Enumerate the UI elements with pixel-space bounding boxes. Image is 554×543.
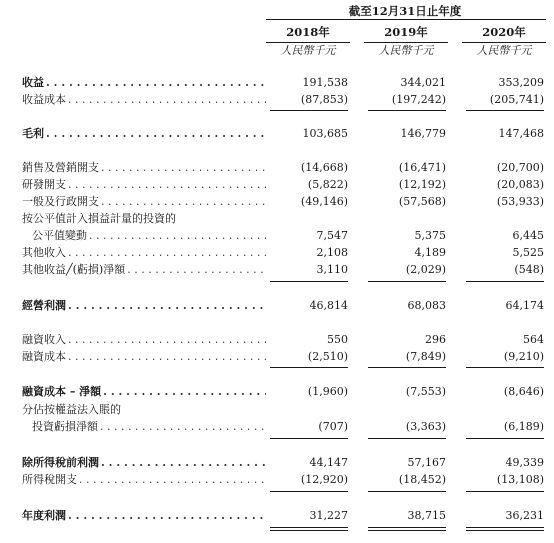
value-2019: 146,779 bbox=[400, 127, 446, 140]
value-2019: 57,167 bbox=[407, 456, 446, 469]
value-2019: (57,568) bbox=[398, 195, 446, 208]
subtotal-rule bbox=[270, 110, 348, 111]
subtotal-rule bbox=[368, 110, 446, 111]
row-operating-profit bbox=[0, 298, 554, 314]
value-2018: 2,108 bbox=[316, 246, 348, 259]
row-label: 按公平值計入損益計量的投資的 bbox=[22, 212, 176, 225]
row-label: 融資收入 . . . bbox=[22, 332, 266, 348]
value-2020: 49,339 bbox=[505, 456, 544, 469]
value-2019: (18,452) bbox=[398, 473, 446, 486]
subtotal-rule bbox=[270, 281, 348, 282]
column-header-2019 bbox=[364, 24, 448, 59]
subtotal-rule bbox=[368, 367, 446, 368]
subtotal-rule bbox=[466, 438, 544, 439]
row-label: 融資成本 . . . bbox=[22, 349, 266, 365]
row-label: 融資成本 – 淨額 . . . bbox=[22, 384, 266, 400]
value-2020: (53,933) bbox=[496, 195, 544, 208]
value-2019: 68,083 bbox=[407, 299, 446, 312]
value-2018: (12,920) bbox=[300, 473, 348, 486]
value-2018: (5,822) bbox=[307, 178, 348, 191]
subtotal-rule bbox=[368, 438, 446, 439]
row-other-gains bbox=[0, 262, 554, 278]
value-2020: (13,108) bbox=[496, 473, 544, 486]
value-2020: 36,231 bbox=[505, 509, 544, 522]
total-double-rule bbox=[270, 527, 348, 531]
value-2018: (87,853) bbox=[300, 93, 348, 106]
row-label: 公平值變動 . . . bbox=[32, 228, 266, 244]
value-2018: 103,685 bbox=[302, 127, 348, 140]
value-2019: 38,715 bbox=[407, 509, 446, 522]
row-rnd bbox=[0, 177, 554, 193]
row-finance-income bbox=[0, 332, 554, 348]
value-2020: (8,646) bbox=[503, 385, 544, 398]
row-label: 所得稅開支 . . . bbox=[22, 472, 266, 488]
value-2018: (14,668) bbox=[300, 161, 348, 174]
value-2020: (548) bbox=[514, 263, 544, 276]
value-2019: (2,029) bbox=[405, 263, 446, 276]
value-2019: 4,189 bbox=[414, 246, 446, 259]
row-equity-share-loss bbox=[0, 419, 554, 435]
period-header-rule bbox=[266, 19, 546, 20]
row-label: 研發開支 . . . bbox=[22, 177, 266, 193]
value-2020: 564 bbox=[523, 333, 544, 346]
value-2020: (9,210) bbox=[503, 350, 544, 363]
value-2019: (16,471) bbox=[398, 161, 446, 174]
total-double-rule bbox=[466, 527, 544, 531]
row-income-tax bbox=[0, 472, 554, 488]
column-year: 2018年 bbox=[286, 25, 330, 39]
total-double-rule bbox=[368, 527, 446, 531]
value-2019: (3,363) bbox=[405, 420, 446, 433]
subtotal-rule bbox=[368, 491, 446, 492]
row-gross-profit bbox=[0, 126, 554, 142]
row-label: 分佔按權益法入賬的 bbox=[22, 403, 121, 416]
row-equity-share-heading bbox=[0, 402, 554, 418]
value-2018: 31,227 bbox=[309, 509, 348, 522]
value-2018: 44,147 bbox=[309, 456, 348, 469]
row-other-income bbox=[0, 245, 554, 261]
subtotal-rule bbox=[466, 110, 544, 111]
row-selling-marketing bbox=[0, 160, 554, 176]
row-cost-of-revenue bbox=[0, 92, 554, 108]
value-2020: 6,445 bbox=[512, 229, 544, 242]
value-2020: 147,468 bbox=[498, 127, 544, 140]
subtotal-rule bbox=[466, 367, 544, 368]
row-label: 其他收益╱(虧損)淨額 . . . bbox=[22, 262, 266, 278]
value-2018: 191,538 bbox=[302, 76, 348, 89]
column-header-2020 bbox=[462, 24, 546, 59]
value-2018: (707) bbox=[318, 420, 348, 433]
column-header-2018 bbox=[266, 24, 350, 59]
column-year: 2020年 bbox=[482, 25, 526, 39]
value-2020: (20,700) bbox=[496, 161, 544, 174]
value-2018: 7,547 bbox=[316, 229, 348, 242]
row-label: 其他收入 . . . bbox=[22, 245, 266, 261]
value-2018: (1,960) bbox=[307, 385, 348, 398]
row-label: 毛利 . . . bbox=[22, 126, 266, 142]
value-2018: (49,146) bbox=[300, 195, 348, 208]
row-label: 除所得稅前利潤 . . . bbox=[22, 455, 266, 471]
row-label: 收益 . . . bbox=[22, 75, 266, 91]
period-header: 截至12月31日止年度 bbox=[348, 4, 462, 18]
value-2019: 296 bbox=[425, 333, 446, 346]
row-label: 收益成本 . . . bbox=[22, 92, 266, 108]
value-2019: (197,242) bbox=[391, 93, 446, 106]
value-2018: 3,110 bbox=[316, 263, 348, 276]
row-finance-costs-net bbox=[0, 384, 554, 400]
row-profit-before-tax bbox=[0, 455, 554, 471]
subtotal-rule bbox=[368, 281, 446, 282]
row-finance-costs bbox=[0, 349, 554, 365]
row-label: 年度利潤 . . . bbox=[22, 508, 266, 524]
row-profit-for-year bbox=[0, 508, 554, 524]
row-label: 投資虧損淨額 . . . bbox=[32, 419, 266, 435]
subtotal-rule bbox=[270, 367, 348, 368]
row-label: 銷售及營銷開支 . . . bbox=[22, 160, 266, 176]
value-2019: (7,849) bbox=[405, 350, 446, 363]
row-fvtpl-heading bbox=[0, 211, 554, 227]
value-2020: (6,189) bbox=[503, 420, 544, 433]
subtotal-rule bbox=[270, 491, 348, 492]
column-unit: 人民幣千元 bbox=[476, 44, 532, 57]
value-2019: (7,553) bbox=[405, 385, 446, 398]
column-unit: 人民幣千元 bbox=[280, 44, 336, 57]
subtotal-rule bbox=[270, 438, 348, 439]
row-fair-value-change bbox=[0, 228, 554, 244]
subtotal-rule bbox=[466, 491, 544, 492]
value-2020: 353,209 bbox=[498, 76, 544, 89]
value-2020: 64,174 bbox=[505, 299, 544, 312]
row-label: 經營利潤 . . . bbox=[22, 298, 266, 314]
subtotal-rule bbox=[466, 281, 544, 282]
value-2020: 5,525 bbox=[512, 246, 544, 259]
value-2019: 5,375 bbox=[414, 229, 446, 242]
row-label: 一般及行政開支 . . . bbox=[22, 194, 266, 210]
column-unit: 人民幣千元 bbox=[378, 44, 434, 57]
value-2018: 550 bbox=[327, 333, 348, 346]
value-2019: 344,021 bbox=[400, 76, 446, 89]
value-2018: 46,814 bbox=[309, 299, 348, 312]
row-revenue bbox=[0, 75, 554, 91]
value-2018: (2,510) bbox=[307, 350, 348, 363]
row-general-admin bbox=[0, 194, 554, 210]
value-2020: (205,741) bbox=[489, 93, 544, 106]
value-2020: (20,083) bbox=[496, 178, 544, 191]
value-2019: (12,192) bbox=[398, 178, 446, 191]
column-year: 2019年 bbox=[384, 25, 428, 39]
